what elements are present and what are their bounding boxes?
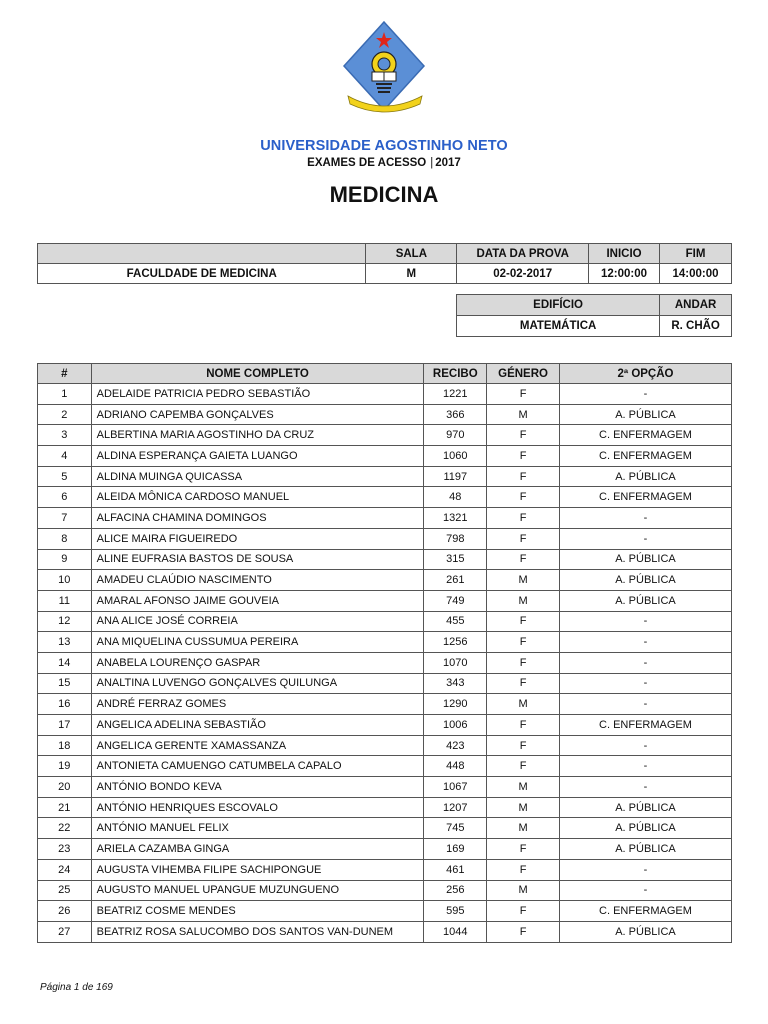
table-row xyxy=(38,797,732,818)
faculty-name: FACULDADE DE MEDICINA xyxy=(38,264,366,284)
session-header-blank xyxy=(38,244,366,264)
cell-genero: F xyxy=(487,921,560,942)
cell-number: 18 xyxy=(38,735,92,756)
cell-segunda-opcao: C. ENFERMAGEM xyxy=(559,446,731,467)
course-title: MEDICINA xyxy=(329,182,439,207)
cell-name: ANTONIETA CAMUENGO CATUMBELA CAPALO xyxy=(91,756,424,777)
table-row xyxy=(38,632,732,653)
cell-genero: F xyxy=(487,508,560,529)
cell-genero: F xyxy=(487,446,560,467)
cell-name: AUGUSTO MANUEL UPANGUE MUZUNGUENO xyxy=(91,880,424,901)
cell-recibo: 1044 xyxy=(424,921,487,942)
cell-recibo: 1221 xyxy=(424,384,487,405)
cell-name: ALDINA MUINGA QUICASSA xyxy=(91,466,424,487)
cell-recibo: 1207 xyxy=(424,797,487,818)
cell-recibo: 423 xyxy=(424,735,487,756)
cell-genero: F xyxy=(487,901,560,922)
cell-segunda-opcao: - xyxy=(559,859,731,880)
cell-segunda-opcao: A. PÚBLICA xyxy=(559,549,731,570)
fim-value: 14:00:00 xyxy=(660,264,732,284)
cell-number: 24 xyxy=(38,859,92,880)
cell-number: 5 xyxy=(38,466,92,487)
cell-number: 25 xyxy=(38,880,92,901)
cell-genero: M xyxy=(487,404,560,425)
cell-name: ANTÓNIO BONDO KEVA xyxy=(91,777,424,798)
edificio-value: MATEMÁTICA xyxy=(457,316,660,337)
andar-value: R. CHÃO xyxy=(660,316,732,337)
table-row xyxy=(38,777,732,798)
table-row xyxy=(38,880,732,901)
cell-number: 6 xyxy=(38,487,92,508)
cell-segunda-opcao: - xyxy=(559,777,731,798)
page-number: Página 1 de 169 xyxy=(40,982,113,993)
table-row xyxy=(38,528,732,549)
cell-name: ADRIANO CAPEMBA GONÇALVES xyxy=(91,404,424,425)
cell-segunda-opcao: - xyxy=(559,652,731,673)
cell-genero: F xyxy=(487,549,560,570)
cell-number: 9 xyxy=(38,549,92,570)
data-value: 02-02-2017 xyxy=(457,264,589,284)
table-row xyxy=(38,570,732,591)
exam-label: EXAMES DE ACESSO xyxy=(307,157,427,169)
table-row xyxy=(38,859,732,880)
cell-recibo: 343 xyxy=(424,673,487,694)
cell-segunda-opcao: - xyxy=(559,508,731,529)
table-row xyxy=(38,487,732,508)
cell-genero: F xyxy=(487,735,560,756)
col-name: NOME COMPLETO xyxy=(91,364,424,384)
cell-segunda-opcao: A. PÚBLICA xyxy=(559,921,731,942)
table-row xyxy=(38,611,732,632)
cell-segunda-opcao: C. ENFERMAGEM xyxy=(559,425,731,446)
table-row xyxy=(38,590,732,611)
cell-genero: F xyxy=(487,487,560,508)
exam-subtitle xyxy=(0,157,768,169)
cell-segunda-opcao: A. PÚBLICA xyxy=(559,818,731,839)
cell-genero: M xyxy=(487,590,560,611)
candidates-header-row xyxy=(38,364,732,384)
cell-segunda-opcao: A. PÚBLICA xyxy=(559,590,731,611)
cell-recibo: 970 xyxy=(424,425,487,446)
cell-genero: F xyxy=(487,425,560,446)
session-table xyxy=(37,243,732,284)
cell-name: BEATRIZ ROSA SALUCOMBO DOS SANTOS VAN-DUNEM xyxy=(91,921,424,942)
cell-name: ALICE MAIRA FIGUEIREDO xyxy=(91,528,424,549)
cell-name: ANDRÉ FERRAZ GOMES xyxy=(91,694,424,715)
cell-name: ALBERTINA MARIA AGOSTINHO DA CRUZ xyxy=(91,425,424,446)
cell-name: ANGELICA GERENTE XAMASSANZA xyxy=(91,735,424,756)
cell-recibo: 448 xyxy=(424,756,487,777)
col-recibo: RECIBO xyxy=(424,364,487,384)
cell-number: 13 xyxy=(38,632,92,653)
session-row xyxy=(38,264,732,284)
cell-name: AUGUSTA VIHEMBA FILIPE SACHIPONGUE xyxy=(91,859,424,880)
cell-number: 7 xyxy=(38,508,92,529)
cell-recibo: 1321 xyxy=(424,508,487,529)
cell-genero: F xyxy=(487,652,560,673)
table-row xyxy=(38,384,732,405)
header-inicio: INICIO xyxy=(589,244,660,264)
cell-name: ALEIDA MÔNICA CARDOSO MANUEL xyxy=(91,487,424,508)
location-header-row xyxy=(457,295,732,316)
cell-recibo: 1067 xyxy=(424,777,487,798)
cell-number: 23 xyxy=(38,839,92,860)
table-row xyxy=(38,715,732,736)
cell-recibo: 1070 xyxy=(424,652,487,673)
cell-recibo: 798 xyxy=(424,528,487,549)
cell-genero: F xyxy=(487,756,560,777)
cell-name: ALFACINA CHAMINA DOMINGOS xyxy=(91,508,424,529)
col-number: # xyxy=(38,364,92,384)
cell-genero: F xyxy=(487,673,560,694)
cell-recibo: 1256 xyxy=(424,632,487,653)
cell-number: 11 xyxy=(38,590,92,611)
table-row xyxy=(38,446,732,467)
table-row xyxy=(38,508,732,529)
cell-name: ANA MIQUELINA CUSSUMUA PEREIRA xyxy=(91,632,424,653)
table-row xyxy=(38,735,732,756)
cell-number: 19 xyxy=(38,756,92,777)
table-row xyxy=(38,404,732,425)
university-logo xyxy=(340,20,430,118)
table-row xyxy=(38,466,732,487)
cell-recibo: 256 xyxy=(424,880,487,901)
cell-genero: F xyxy=(487,466,560,487)
header-edificio: EDIFÍCIO xyxy=(457,295,660,316)
cell-name: ALINE EUFRASIA BASTOS DE SOUSA xyxy=(91,549,424,570)
table-row xyxy=(38,839,732,860)
cell-name: ANTÓNIO MANUEL FELIX xyxy=(91,818,424,839)
cell-genero: M xyxy=(487,694,560,715)
cell-recibo: 749 xyxy=(424,590,487,611)
header-sala: SALA xyxy=(366,244,457,264)
cell-recibo: 595 xyxy=(424,901,487,922)
cell-segunda-opcao: A. PÚBLICA xyxy=(559,404,731,425)
cell-number: 21 xyxy=(38,797,92,818)
cell-number: 16 xyxy=(38,694,92,715)
cell-recibo: 169 xyxy=(424,839,487,860)
cell-recibo: 366 xyxy=(424,404,487,425)
cell-name: ANALTINA LUVENGO GONÇALVES QUILUNGA xyxy=(91,673,424,694)
cell-number: 10 xyxy=(38,570,92,591)
cell-name: AMARAL AFONSO JAIME GOUVEIA xyxy=(91,590,424,611)
header-fim: FIM xyxy=(660,244,732,264)
cell-number: 4 xyxy=(38,446,92,467)
cell-segunda-opcao: - xyxy=(559,694,731,715)
cell-name: BEATRIZ COSME MENDES xyxy=(91,901,424,922)
cell-recibo: 455 xyxy=(424,611,487,632)
cell-genero: F xyxy=(487,611,560,632)
cell-number: 12 xyxy=(38,611,92,632)
cell-recibo: 1060 xyxy=(424,446,487,467)
cell-genero: F xyxy=(487,632,560,653)
cell-segunda-opcao: A. PÚBLICA xyxy=(559,839,731,860)
cell-name: ANGELICA ADELINA SEBASTIÃO xyxy=(91,715,424,736)
cell-name: ARIELA CAZAMBA GINGA xyxy=(91,839,424,860)
cell-genero: F xyxy=(487,839,560,860)
university-name: UNIVERSIDADE AGOSTINHO NETO xyxy=(260,138,508,154)
cell-number: 27 xyxy=(38,921,92,942)
cell-recibo: 48 xyxy=(424,487,487,508)
table-row xyxy=(38,549,732,570)
cell-number: 15 xyxy=(38,673,92,694)
cell-number: 2 xyxy=(38,404,92,425)
cell-segunda-opcao: - xyxy=(559,384,731,405)
candidates-body xyxy=(38,384,732,943)
cell-recibo: 745 xyxy=(424,818,487,839)
table-row xyxy=(38,921,732,942)
cell-name: ANA ALICE JOSÉ CORREIA xyxy=(91,611,424,632)
cell-segunda-opcao: - xyxy=(559,880,731,901)
cell-segunda-opcao: - xyxy=(559,611,731,632)
location-row xyxy=(457,316,732,337)
table-row xyxy=(38,425,732,446)
location-table xyxy=(456,294,732,337)
cell-name: ANABELA LOURENÇO GASPAR xyxy=(91,652,424,673)
cell-recibo: 1290 xyxy=(424,694,487,715)
col-genero: GÉNERO xyxy=(487,364,560,384)
cell-segunda-opcao: C. ENFERMAGEM xyxy=(559,901,731,922)
cell-genero: M xyxy=(487,797,560,818)
cell-number: 8 xyxy=(38,528,92,549)
table-row xyxy=(38,652,732,673)
cell-segunda-opcao: - xyxy=(559,673,731,694)
cell-segunda-opcao: A. PÚBLICA xyxy=(559,570,731,591)
cell-segunda-opcao: - xyxy=(559,528,731,549)
cell-number: 17 xyxy=(38,715,92,736)
cell-number: 3 xyxy=(38,425,92,446)
separator: | xyxy=(430,157,434,169)
cell-genero: M xyxy=(487,777,560,798)
cell-recibo: 1197 xyxy=(424,466,487,487)
cell-genero: F xyxy=(487,715,560,736)
cell-segunda-opcao: C. ENFERMAGEM xyxy=(559,715,731,736)
cell-number: 22 xyxy=(38,818,92,839)
cell-number: 26 xyxy=(38,901,92,922)
cell-recibo: 1006 xyxy=(424,715,487,736)
cell-name: ALDINA ESPERANÇA GAIETA LUANGO xyxy=(91,446,424,467)
cell-segunda-opcao: A. PÚBLICA xyxy=(559,797,731,818)
cell-genero: F xyxy=(487,528,560,549)
table-row xyxy=(38,818,732,839)
cell-name: AMADEU CLAÚDIO NASCIMENTO xyxy=(91,570,424,591)
table-row xyxy=(38,673,732,694)
table-row xyxy=(38,901,732,922)
header-andar: ANDAR xyxy=(660,295,732,316)
candidates-table xyxy=(37,363,732,943)
exam-year: 2017 xyxy=(435,157,461,169)
cell-recibo: 315 xyxy=(424,549,487,570)
table-row xyxy=(38,756,732,777)
cell-genero: M xyxy=(487,880,560,901)
cell-name: ANTÓNIO HENRIQUES ESCOVALO xyxy=(91,797,424,818)
cell-genero: M xyxy=(487,818,560,839)
sala-value: M xyxy=(366,264,457,284)
table-row xyxy=(38,694,732,715)
cell-number: 20 xyxy=(38,777,92,798)
session-header-row xyxy=(38,244,732,264)
col-segunda-opcao: 2ª OPÇÃO xyxy=(559,364,731,384)
cell-recibo: 461 xyxy=(424,859,487,880)
cell-recibo: 261 xyxy=(424,570,487,591)
cell-number: 14 xyxy=(38,652,92,673)
cell-segunda-opcao: - xyxy=(559,735,731,756)
cell-segunda-opcao: - xyxy=(559,756,731,777)
cell-segunda-opcao: - xyxy=(559,632,731,653)
cell-segunda-opcao: C. ENFERMAGEM xyxy=(559,487,731,508)
cell-genero: F xyxy=(487,859,560,880)
inicio-value: 12:00:00 xyxy=(589,264,660,284)
cell-genero: F xyxy=(487,384,560,405)
cell-genero: M xyxy=(487,570,560,591)
cell-name: ADELAIDE PATRICIA PEDRO SEBASTIÃO xyxy=(91,384,424,405)
cell-segunda-opcao: A. PÚBLICA xyxy=(559,466,731,487)
header-data-prova: DATA DA PROVA xyxy=(457,244,589,264)
cell-number: 1 xyxy=(38,384,92,405)
